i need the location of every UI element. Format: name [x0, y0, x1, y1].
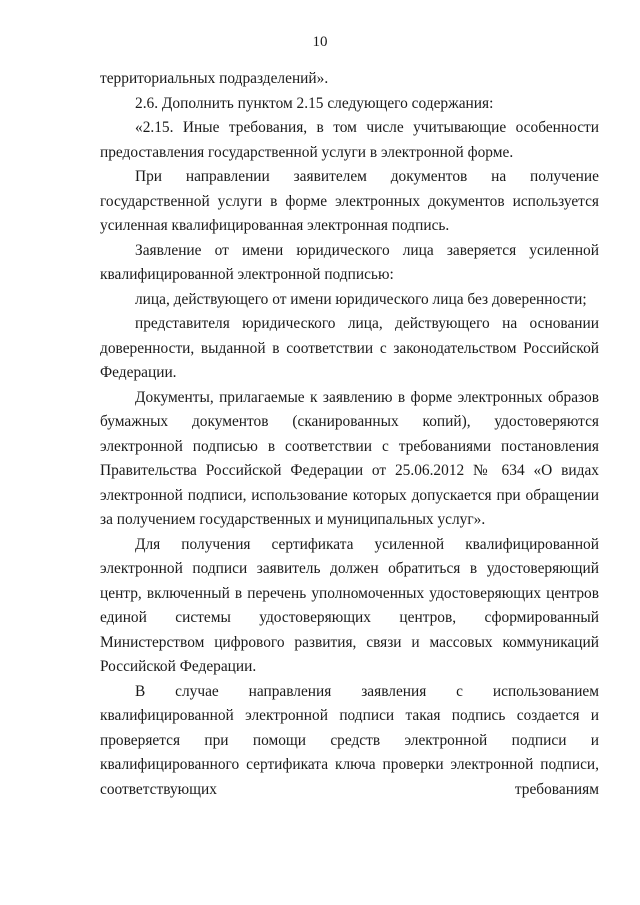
paragraph: Заявление от имени юридического лица заверяется усиленной квалифицированной электронной подписью: — [100, 241, 599, 283]
paragraph: Документы, прилагаемые к заявлению в форме электронных образов бумажных документов (сканированных копий), удостоверяются электронной подписью в соответствии с требованиями постановления Правительства Российской Федерации от 25.06.2012 № 634 «О видах электронной подписи, использование которых допускается при обращении за получением государственных и муниципальных услуг». — [100, 388, 599, 528]
paragraph: представителя юридического лица, действующего на основании доверенности, выданной в соответствии с законодательством Российской Федерации. — [100, 315, 599, 381]
page-number: 10 — [312, 34, 328, 50]
paragraph: Для получения сертификата усиленной квалифицированной электронной подписи заявитель должен обратиться в удостоверяющий центр, включенный в перечень уполномоченных удостоверяющих центров единой системы удостоверяющих центров, сформированный Министерством цифрового развития, связи и массовых коммуникаций Российской Федерации. — [100, 535, 599, 675]
paragraph: лица, действующего от имени юридического лица без доверенности; — [135, 290, 587, 308]
paragraph: При направлении заявителем документов на получение государственной услуги в форме электронных документов используется усиленная квалифицированная электронная подпись. — [100, 168, 599, 234]
paragraph: «2.15. Иные требования, в том числе учитывающие особенности предоставления государственной услуги в электронной форме. — [100, 119, 599, 161]
paragraph-continued: В случае направления заявления с использованием квалифицированной электронной подписи такая подпись создается и проверяется при помощи средств электронной подписи и квалифицированного сертификата ключа проверки электронной подписи, соответствующих требованиям — [100, 682, 599, 798]
document-body — [100, 67, 599, 802]
paragraph: 2.6. Дополнить пунктом 2.15 следующего содержания: — [135, 94, 494, 112]
paragraph: территориальных подразделений». — [100, 70, 329, 87]
